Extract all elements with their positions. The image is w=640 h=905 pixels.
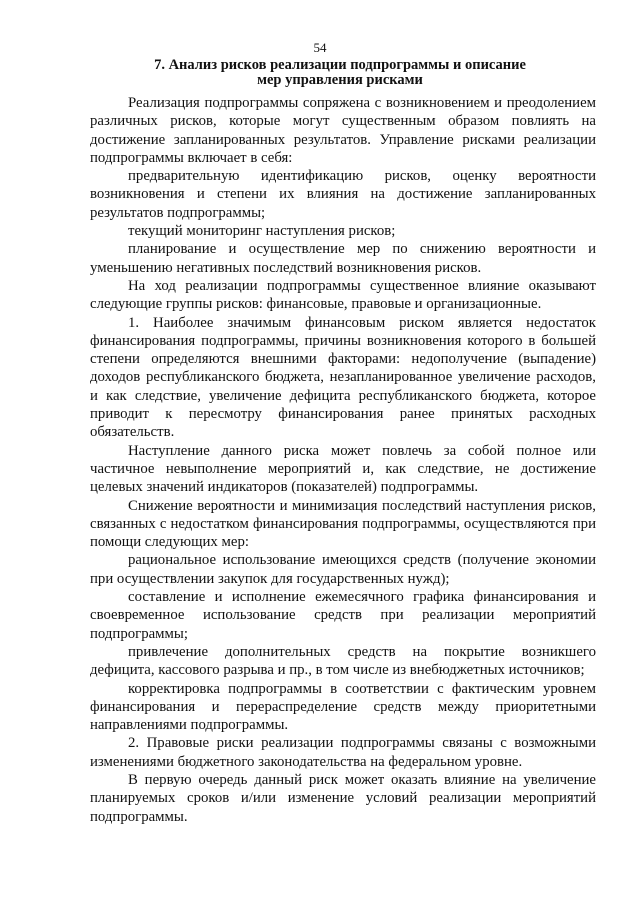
- page-number: 54: [313, 40, 327, 55]
- paragraph: На ход реализации подпрограммы существенное влияние оказывают следующие группы рисков: финансовые, правовые и организационные.: [90, 277, 596, 313]
- paragraph: планирование и осуществление мер по снижению вероятности и уменьшению негативных последствий возникновения рисков.: [90, 241, 596, 276]
- section-heading-line-2: мер управления рисками: [257, 72, 423, 88]
- document-body: [90, 94, 596, 826]
- section-heading: [90, 58, 590, 88]
- paragraph: корректировка подпрограммы в соответствии с фактическим уровнем финансирования и перераспределение средств между приоритетными направлениями подпрограммы.: [90, 680, 596, 734]
- paragraph: Наступление данного риска может повлечь за собой полное или частичное невыполнение мероприятий и, как следствие, не достижение целевых значений индикаторов (показателей) подпрограммы.: [90, 442, 596, 496]
- paragraph: В первую очередь данный риск может оказать влияние на увеличение планируемых сроков и/или изменение условий реализации мероприятий подпрограммы.: [90, 771, 596, 825]
- paragraph: Реализация подпрограммы сопряжена с возникновением и преодолением различных рисков, которые могут существенным образом повлиять на достижение запланированных результатов. Управление рисками реализации подпрограммы включает в себя:: [90, 95, 596, 166]
- paragraph: 1. Наиболее значимым финансовым риском является недостаток финансирования подпрограммы, причины возникновения которого в большей степени определяются внешними факторами: недополучение (выпадение) доходов республиканского бюджета, незапланированное увеличение расходов, и как следствие, увеличение дефицита республиканского бюджета, которое приводит к пересмотру финансирования ранее принятых расходных обязательств.: [90, 314, 596, 441]
- paragraph: 2. Правовые риски реализации подпрограммы связаны с возможными изменениями бюджетного законодательства на федеральном уровне.: [90, 735, 596, 770]
- paragraph: привлечение дополнительных средств на покрытие возникшего дефицита, кассового разрыва и пр., в том числе из внебюджетных источников;: [90, 643, 596, 679]
- section-heading-line-1: 7. Анализ рисков реализации подпрограммы и описание: [154, 57, 526, 73]
- paragraph: предварительную идентификацию рисков, оценку вероятности возникновения и степени их влияния на достижение запланированных результатов подпрограммы;: [90, 168, 596, 221]
- paragraph: рациональное использование имеющихся средств (получение экономии при осуществлении закупок для государственных нужд);: [90, 552, 596, 587]
- paragraph: составление и исполнение ежемесячного графика финансирования и своевременное использование средств при реализации мероприятий подпрограммы;: [90, 589, 596, 642]
- paragraph: текущий мониторинг наступления рисков;: [128, 223, 396, 240]
- paragraph: Снижение вероятности и минимизация последствий наступления рисков, связанных с недостатком финансирования подпрограммы, осуществляются при помощи следующих мер:: [90, 497, 596, 551]
